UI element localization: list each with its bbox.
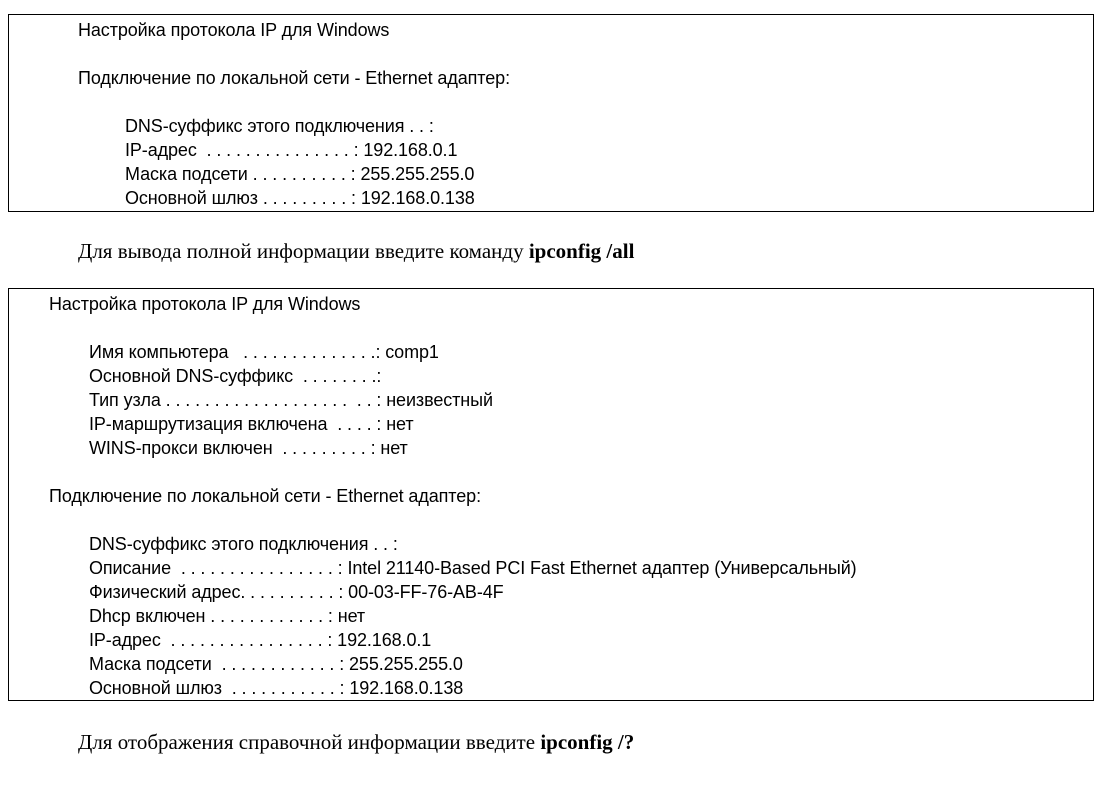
paragraph-text: Для вывода полной информации введите команду xyxy=(78,239,529,263)
box2-adapter-header: Подключение по локальной сети - Ethernet адаптер: xyxy=(49,486,481,506)
box1-ip-address-line: IP-адрес . . . . . . . . . . . . . . . : 192.168.0.1 xyxy=(125,140,458,160)
box1-subnet-mask-line: Маска подсети . . . . . . . . . . : 255.255.255.0 xyxy=(125,164,475,184)
box2-subnet-mask-line: Маска подсети . . . . . . . . . . . . : 255.255.255.0 xyxy=(89,654,463,674)
paragraph-text: Для отображения справочной информации введите xyxy=(78,730,541,754)
paragraph-ipconfig-all xyxy=(78,238,634,264)
command-ipconfig-all: ipconfig /all xyxy=(528,239,635,263)
box1-dns-suffix-line: DNS-суффикс этого подключения . . : xyxy=(125,116,434,136)
box1-title: Настройка протокола IP для Windows xyxy=(78,20,390,40)
box2-hostname-line: Имя компьютера . . . . . . . . . . . . . .: comp1 xyxy=(89,342,439,362)
box2-dhcp-line: Dhcp включен . . . . . . . . . . . . : нет xyxy=(89,606,366,626)
box2-dns-suffix-line: DNS-суффикс этого подключения . . : xyxy=(89,534,398,554)
box2-title: Настройка протокола IP для Windows xyxy=(49,294,361,314)
box2-wins-proxy-line: WINS-прокси включен . . . . . . . . . : нет xyxy=(89,438,408,458)
box2-node-type-line: Тип узла . . . . . . . . . . . . . . . . . . . . . : неизвестный xyxy=(89,390,493,410)
box2-gateway-line: Основной шлюз . . . . . . . . . . . : 192.168.0.138 xyxy=(89,678,464,698)
paragraph-ipconfig-help xyxy=(78,729,634,755)
box2-description-line: Описание . . . . . . . . . . . . . . . . : Intel 21140-Based PCI Fast Ethernet адаптер (Универсальный) xyxy=(89,558,857,578)
command-ipconfig-help: ipconfig /? xyxy=(540,730,635,754)
box1-adapter-header: Подключение по локальной сети - Ethernet адаптер: xyxy=(78,68,510,88)
box2-ip-address-line: IP-адрес . . . . . . . . . . . . . . . . : 192.168.0.1 xyxy=(89,630,432,650)
box2-physical-address-line: Физический адрес. . . . . . . . . . : 00-03-FF-76-AB-4F xyxy=(89,582,504,602)
box2-primary-dns-suffix-line: Основной DNS-суффикс . . . . . . . .: xyxy=(89,366,382,386)
box2-ip-routing-line: IP-маршрутизация включена . . . . : нет xyxy=(89,414,414,434)
box1-gateway-line: Основной шлюз . . . . . . . . . : 192.168.0.138 xyxy=(125,188,475,208)
